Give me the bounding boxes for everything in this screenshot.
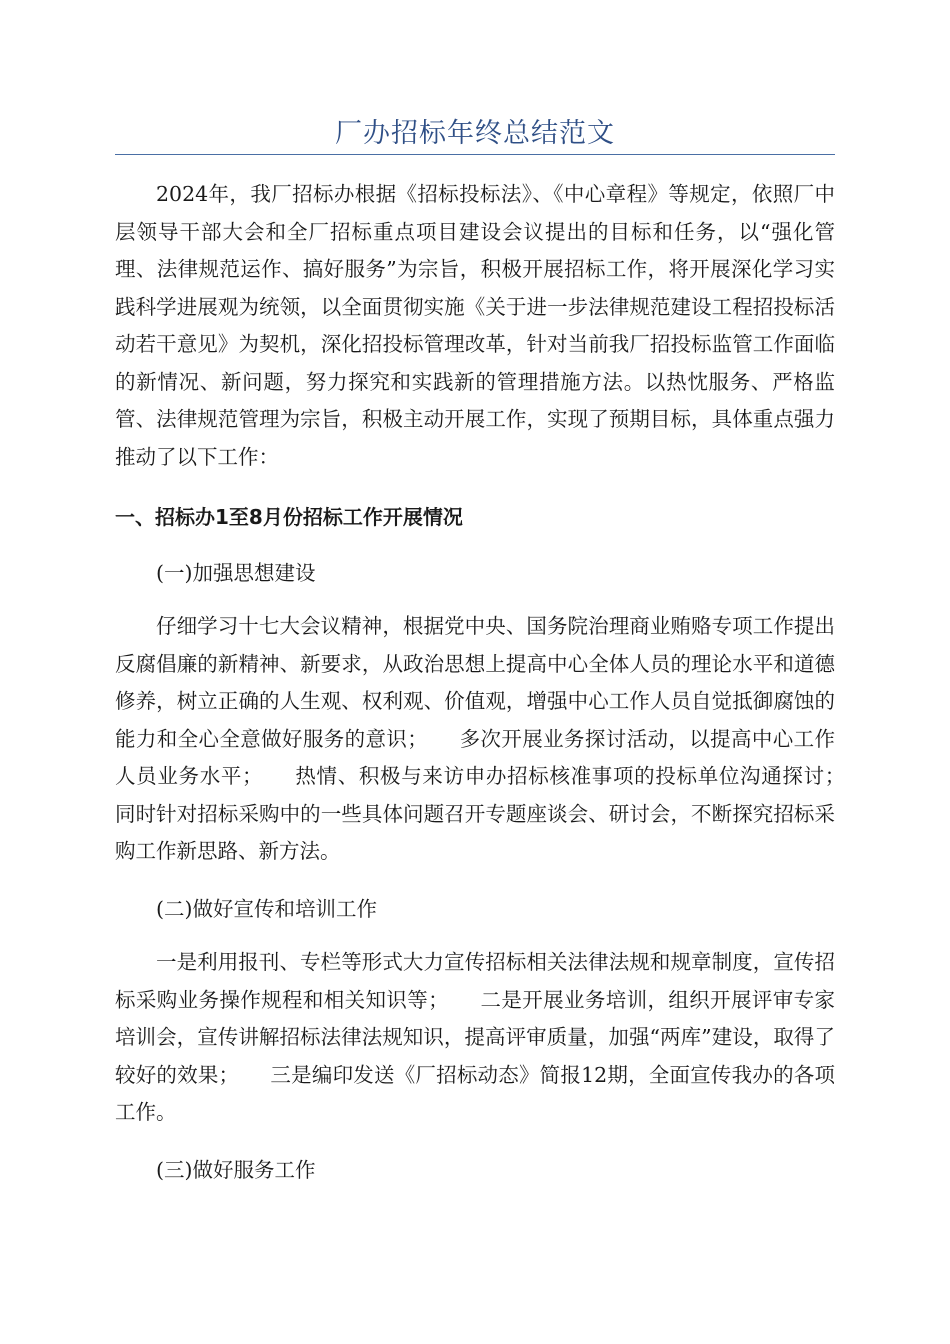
subsection-2-paragraph: 一是利用报刊、专栏等形式大力宣传招标相关法律法规和规章制度，宣传招标采购业务操作规程和相关知识等； 二是开展业务培训，组织开展评审专家培训会，宣传讲解招标法律法规知识，提高评审质量，加强“两库”建设，取得了较好的效果； 三是编印发送《厂招标动态》简报12期，全面宣传我办的各项工作。 <box>115 950 835 1124</box>
subsection-heading-2: (二)做好宣传和培训工作 <box>156 897 377 921</box>
intro-paragraph: 2024年，我厂招标办根据《招标投标法》、《中心章程》等规定，依照厂中层领导干部大会和全厂招标重点项目建设会议提出的目标和任务，以“强化管理、法律规范运作、搞好服务”为宗旨，积极开展招标工作，将开展深化学习实践科学进展观为统领，以全面贯彻实施《关于进一步法律规范建设工程招投标活动若干意见》为契机，深化招投标管理改革，针对当前我厂招投标监管工作面临的新情况、新问题，努力探究和实践新的管理措施方法。以热忱服务、严格监管、法律规范管理为宗旨，积极主动开展工作，实现了预期目标，具体重点强力推动了以下工作： <box>115 182 835 469</box>
subsection-heading-1: (一)加强思想建设 <box>156 561 316 585</box>
title-underline <box>115 154 835 155</box>
section-heading-1: 一、招标办1至8月份招标工作开展情况 <box>115 505 463 529</box>
subsection-1-paragraph: 仔细学习十七大会议精神，根据党中央、国务院治理商业贿赂专项工作提出反腐倡廉的新精神、新要求，从政治思想上提高中心全体人员的理论水平和道德修养，树立正确的人生观、权利观、价值观，增强中心工作人员自觉抵御腐蚀的能力和全心全意做好服务的意识； 多次开展业务探讨活动，以提高中心工作人员业务水平； 热情、积极与来访申办招标核准事项的投标单位沟通探讨； 同时针对招标采购中的一些具体问题召开专题座谈会、研讨会，不断探究招标采购工作新思路、新方法。 <box>115 614 876 863</box>
page-title: 厂办招标年终总结范文 <box>335 118 615 149</box>
subsection-heading-3: (三)做好服务工作 <box>156 1158 316 1182</box>
